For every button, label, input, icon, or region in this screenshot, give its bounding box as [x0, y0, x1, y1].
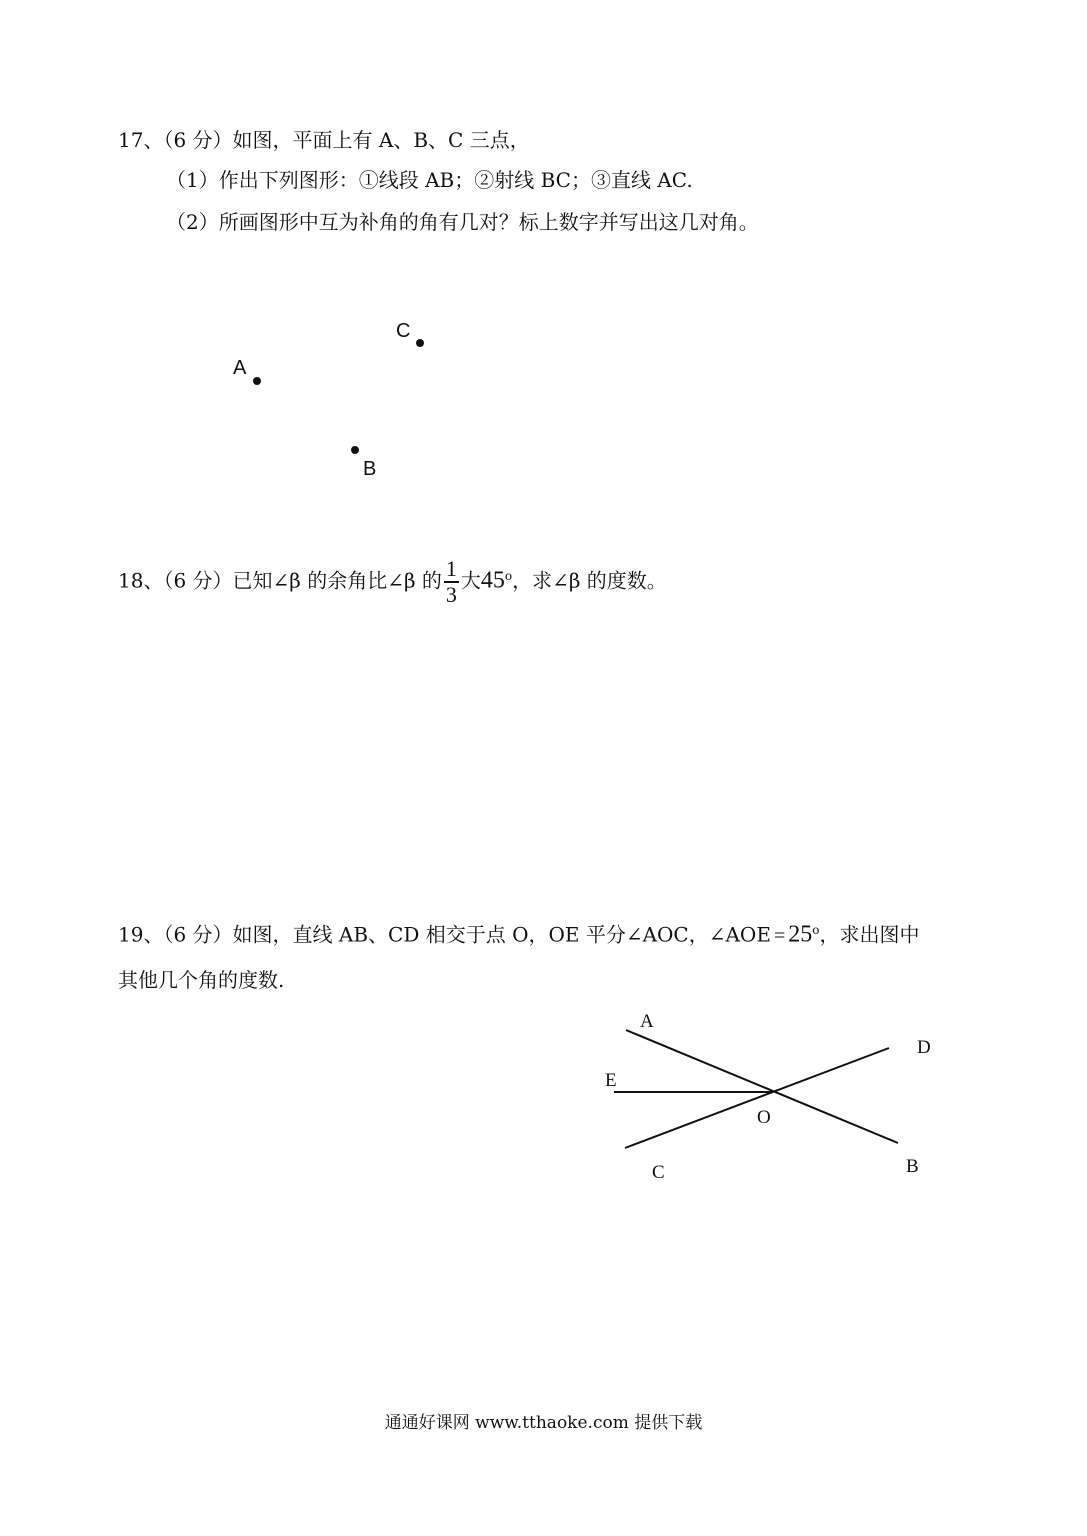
q17-line1: 17、（6 分）如图，平面上有 A、B、C 三点， — [118, 128, 530, 152]
page-footer: 通通好课网 www.tthaoke.com 提供下载 — [384, 1413, 703, 1433]
point-b-label: B — [363, 458, 377, 480]
label-b: B — [906, 1156, 919, 1177]
q19-line2: 其他几个角的度数. — [118, 968, 285, 992]
point-a-label: A — [233, 357, 247, 379]
q18-frac-num: 1 — [445, 556, 457, 582]
q18-angle-value: 45 — [480, 567, 505, 594]
q19-degree: o — [812, 923, 820, 937]
line-cd — [625, 1048, 889, 1148]
q19-line1-prefix: 19、（6 分）如图，直线 AB、CD 相交于点 O，OE 平分∠AOC，∠AOE — [118, 922, 771, 947]
label-c: C — [652, 1162, 665, 1183]
q19-angle-value: 25 — [788, 921, 813, 948]
q18-degree: o — [504, 569, 513, 583]
q19-equals: = — [773, 924, 786, 947]
point-c-label: C — [396, 320, 411, 342]
label-a: A — [640, 1011, 654, 1032]
q18-mid: 大 — [460, 568, 481, 593]
q18-frac-den: 3 — [445, 582, 457, 608]
q17-line2: （1）作出下列图形：①线段 AB；②射线 BC；③直线 AC. — [166, 168, 693, 192]
q18-suffix: ，求∠β 的度数。 — [512, 568, 667, 593]
label-e: E — [605, 1070, 617, 1091]
q19-line1-suffix: ，求出图中 — [819, 922, 920, 947]
q17-line3: （2）所画图形中互为补角的角有几对？标上数字并写出这几对角。 — [166, 210, 759, 234]
q18-prefix: 18、（6 分）已知∠β 的余角比∠β 的 — [118, 568, 442, 593]
label-d: D — [917, 1037, 931, 1058]
label-o: O — [757, 1107, 771, 1128]
